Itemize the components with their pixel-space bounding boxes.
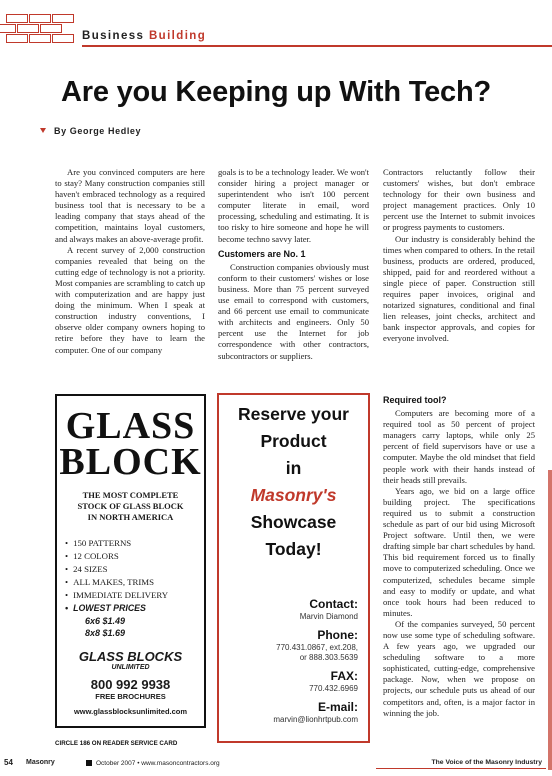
ad-brochures: FREE BROCHURES [95, 692, 166, 701]
arrow-down-icon [40, 128, 46, 133]
ad-brand-sub: UNLIMITED [111, 664, 150, 671]
article-column-3 [383, 167, 535, 345]
article-column-1 [55, 167, 205, 356]
list-item: • LOWEST PRICES [65, 602, 204, 615]
heading-rule [82, 45, 552, 47]
ad-brand: GLASS BLOCKS [78, 649, 183, 664]
page-number: 54 [4, 758, 13, 767]
paragraph: goals is to be a technology leader. We won't consider hiring a project manager or superintendent who isn't 100 percent computer literate in email, word processing, scheduling and estimating. It is too risky to hire someone and hope he will become techno savvy later. [218, 167, 369, 244]
page-footer [0, 756, 552, 770]
paragraph: Of the companies surveyed, 50 percent now use some type of scheduling software. A few years ago, we upgraded our scheduling software to a more sophisticated, cutting-edge, comprehensive package. Now, when we propose on projects, our schedule puts us ahead of our competitors and, often, is a major factor in winning the job. [383, 618, 535, 718]
paragraph: Contractors reluctantly follow their customers' wishes, but don't embrace technology for their own business and project management practices. Only 10 percent use the Internet to submit invoices or progress payments to customers. [383, 167, 535, 233]
square-bullet-icon [86, 760, 92, 766]
ad-phone: 800 992 9938 [90, 677, 171, 692]
list-item: • 24 SIZES [65, 563, 204, 576]
ad-headline: GLASS BLOCK [59, 405, 202, 483]
fax-label: FAX: [330, 669, 358, 683]
article-title: Are you Keeping up With Tech? [60, 76, 492, 108]
list-item: • 150 PATTERNS [65, 537, 204, 550]
footer-rule [376, 768, 546, 769]
ad-headline: Reserve your Product in Masonry's Showcase Today! [238, 404, 349, 559]
paragraph: Computers are becoming more of a required tool as 50 percent of project managers carry laptops, while only 25 percent of field supervisors have or use a computer. Maybe the old mindset that field people work with their hands instead of their heads still prevails. [383, 408, 535, 485]
email-label: E-mail: [317, 700, 358, 714]
ad-contact-block [273, 591, 358, 725]
brick-logo-icon [0, 14, 80, 54]
subheading: Required tool? [383, 395, 447, 405]
glass-block-ad[interactable] [55, 394, 206, 728]
paragraph: Construction companies obviously must conform to their customers' wishes or lose business. More than 75 percent surveyed use email to correspond with customers, and 66 percent use email to communicate with architects and engineers. Only 50 percent use the Internet for job correspondence with other contractors, subcontractors or suppliers. [218, 261, 369, 361]
list-item: • 12 COLORS [65, 550, 204, 563]
paragraph: A recent survey of 2,000 construction companies revealed that being on the cutting edge of technology is not a priority. Most companies are scrambling to catch up with computerization and are happy just doing the minimum. When I speak at construction industry conventions, I observe older company owners hoping to retire before they have to learn the computer. One of our company [55, 244, 205, 355]
list-item: • IMMEDIATE DELIVERY [65, 589, 204, 602]
paragraph: Years ago, we bid on a large office building project. The specifications required us to submit a construction schedule as part of our bid using Microsoft Project software. Until then, we were drafting simple bar chart schedules by hand. This bid requirement forced us to finally move to computerized scheduling. Once we computerized, schedules became simple and easy to modify or update, and what once took hours had been reduced to minutes. [383, 485, 536, 618]
issue-date: October 2007 • www.masoncontractors.org [96, 759, 220, 767]
phone-label: Phone: [317, 628, 358, 642]
section-heading: Business Building [82, 30, 207, 42]
contact-label: Contact: [309, 597, 358, 611]
ad-website-link[interactable]: www.glassblocksunlimited.com [73, 707, 188, 716]
article-column-2 [218, 167, 369, 362]
list-item: • ALL MAKES, TRIMS [65, 576, 204, 589]
subheading: Customers are No. 1 [218, 248, 306, 259]
paragraph: Are you convinced computers are here to stay? Many construction companies still haven't embraced technology as a required business tool that is necessary to be a leading company that stays ahead of the competition, maintains loyal customers, and always makes an above-average profit. [55, 167, 205, 244]
ad-tagline: THE MOST COMPLETE STOCK OF GLASS BLOCK IN NORTH AMERICA [77, 490, 184, 522]
edge-bar [548, 470, 552, 770]
phone-value-alt: or 888.303.5639 [299, 653, 358, 662]
showcase-ad[interactable] [217, 393, 370, 743]
contact-name: Marvin Diamond [299, 612, 358, 621]
ad-prices: 6x6 $1.49 8x8 $1.69 [85, 616, 126, 638]
email-link[interactable]: marvin@lionhrtpub.com [273, 715, 358, 724]
reader-service-note: CIRCLE 186 ON READER SERVICE CARD [55, 740, 178, 747]
article-column-3-lower [383, 391, 535, 719]
paragraph: Our industry is considerably behind the times when compared to others. In the retail business, products are ordered, produced, shipped, paid for and reordered without a single piece of paper. Construction still requires paper invoices, original and notarized signatures, conditional and final lien releases, joint checks, architect and bank inspector approvals, and copies for everyone involved. [383, 233, 535, 344]
phone-value: 770.431.0867, ext.208, [276, 643, 358, 652]
magazine-name: Masonry [26, 759, 55, 766]
ad-feature-list [65, 537, 204, 615]
fax-value: 770.432.6969 [309, 684, 358, 693]
byline: By George Hedley [40, 126, 141, 136]
magazine-slogan: The Voice of the Masonry Industry [431, 759, 542, 766]
